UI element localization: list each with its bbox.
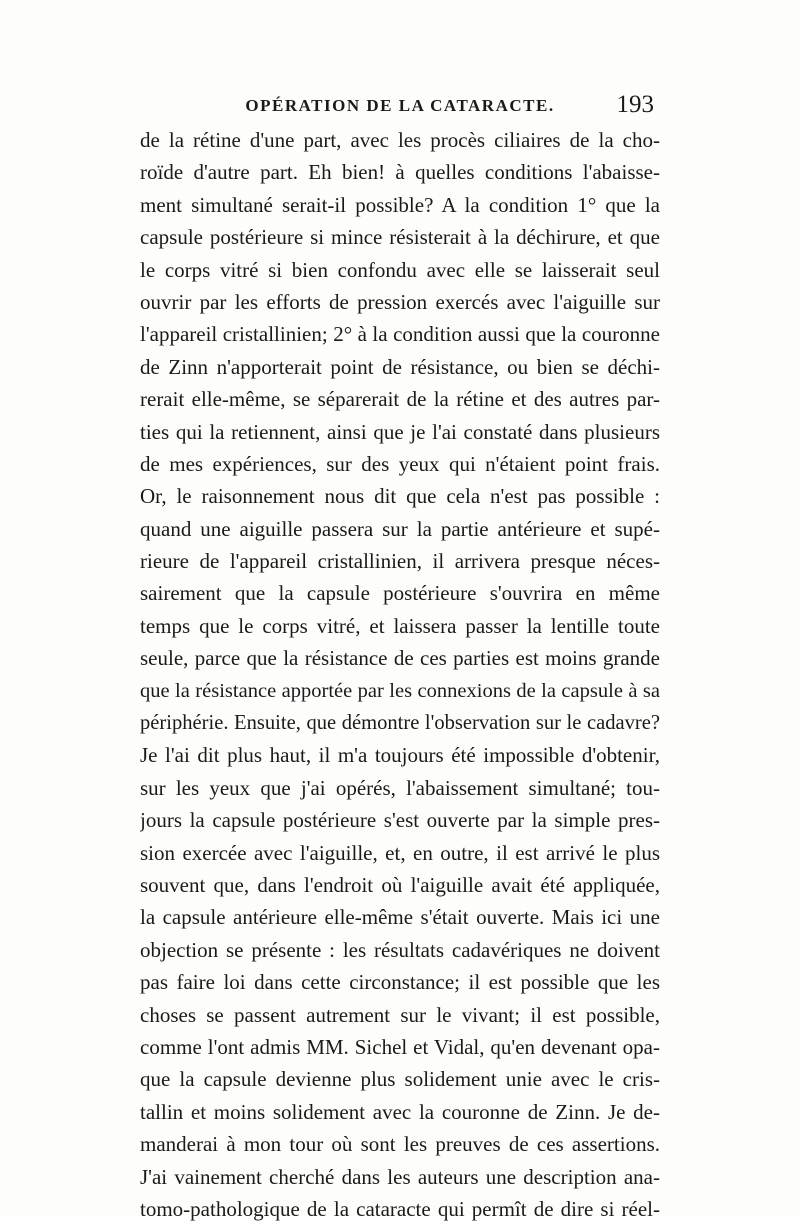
text-line: sur les yeux que j'ai opérés, l'abaissement simultané; tou-: [140, 775, 660, 800]
text-line: objection se présente : les résultats cadavériques ne doivent: [140, 937, 660, 962]
text-line: que la capsule devienne plus solidement unie avec le cris-: [140, 1067, 660, 1092]
text-line: jours la capsule postérieure s'est ouverte par la simple pres-: [140, 808, 660, 833]
text-line: pas faire loi dans cette circonstance; il est possible que les: [140, 970, 660, 995]
text-line: périphérie. Ensuite, que démontre l'observation sur le cadavre?: [140, 712, 660, 735]
text-line: roïde d'autre part. Eh bien! à quelles conditions l'abaisse-: [140, 160, 660, 185]
text-line: le corps vitré si bien confondu avec elle se laisserait seul: [140, 257, 660, 282]
text-line: de mes expériences, sur des yeux qui n'étaient point frais.: [140, 451, 660, 476]
text-line: de Zinn n'apporterait point de résistance, ou bien se déchi-: [140, 354, 660, 379]
text-line: sairement que la capsule postérieure s'ouvrira en même: [140, 581, 660, 606]
text-line: la capsule antérieure elle-même s'était ouverte. Mais ici une: [140, 905, 660, 930]
text-line: sion exercée avec l'aiguille, et, en outre, il est arrivé le plus: [140, 840, 660, 865]
running-head: [140, 91, 660, 124]
text-line: de la rétine d'une part, avec les procès ciliaires de la cho-: [140, 128, 660, 152]
running-title: OPÉRATION DE LA CATARACTE.: [245, 96, 555, 115]
text-line: rerait elle-même, se séparerait de la rétine et des autres par-: [140, 387, 660, 412]
text-line: ment simultané serait-il possible? A la condition 1° que la: [140, 192, 660, 217]
text-line: ouvrir par les efforts de pression exercés avec l'aiguille sur: [140, 289, 660, 314]
text-line: capsule postérieure si mince résisterait à la déchirure, et que: [140, 225, 660, 250]
text-line: rieure de l'appareil cristallinien, il arrivera presque néces-: [140, 549, 660, 574]
text-line: Je l'ai dit plus haut, il m'a toujours été impossible d'obtenir,: [140, 743, 660, 768]
text-line: J'ai vainement cherché dans les auteurs une description ana-: [140, 1164, 660, 1189]
text-line: quand une aiguille passera sur la partie antérieure et supé-: [140, 516, 660, 541]
text-line: seule, parce que la résistance de ces parties est moins grande: [140, 646, 660, 671]
text-line: manderai à mon tour où sont les preuves de ces assertions.: [140, 1132, 660, 1157]
text-line: temps que le corps vitré, et laissera passer la lentille toute: [140, 613, 660, 638]
text-line: souvent que, dans l'endroit où l'aiguille avait été appliquée,: [140, 872, 660, 897]
text-line: Or, le raisonnement nous dit que cela n'est pas possible :: [140, 484, 660, 509]
text-line: l'appareil cristallinien; 2° à la condition aussi que la couronne: [140, 322, 660, 347]
text-line: comme l'ont admis MM. Sichel et Vidal, qu'en devenant opa-: [140, 1034, 660, 1059]
text-line: que la résistance apportée par les connexions de la capsule à sa: [140, 679, 660, 702]
page-number: 193: [616, 91, 654, 118]
text-line: ties qui la retiennent, ainsi que je l'ai constaté dans plusieurs: [140, 419, 660, 444]
text-line: tomo-pathologique de la cataracte qui permît de dire si réel-: [140, 1196, 660, 1221]
text-line: choses se passent autrement sur le vivant; il est possible,: [140, 1002, 660, 1027]
body-text: [140, 124, 660, 1225]
text-line: tallin et moins solidement avec la couronne de Zinn. Je de-: [140, 1099, 660, 1124]
